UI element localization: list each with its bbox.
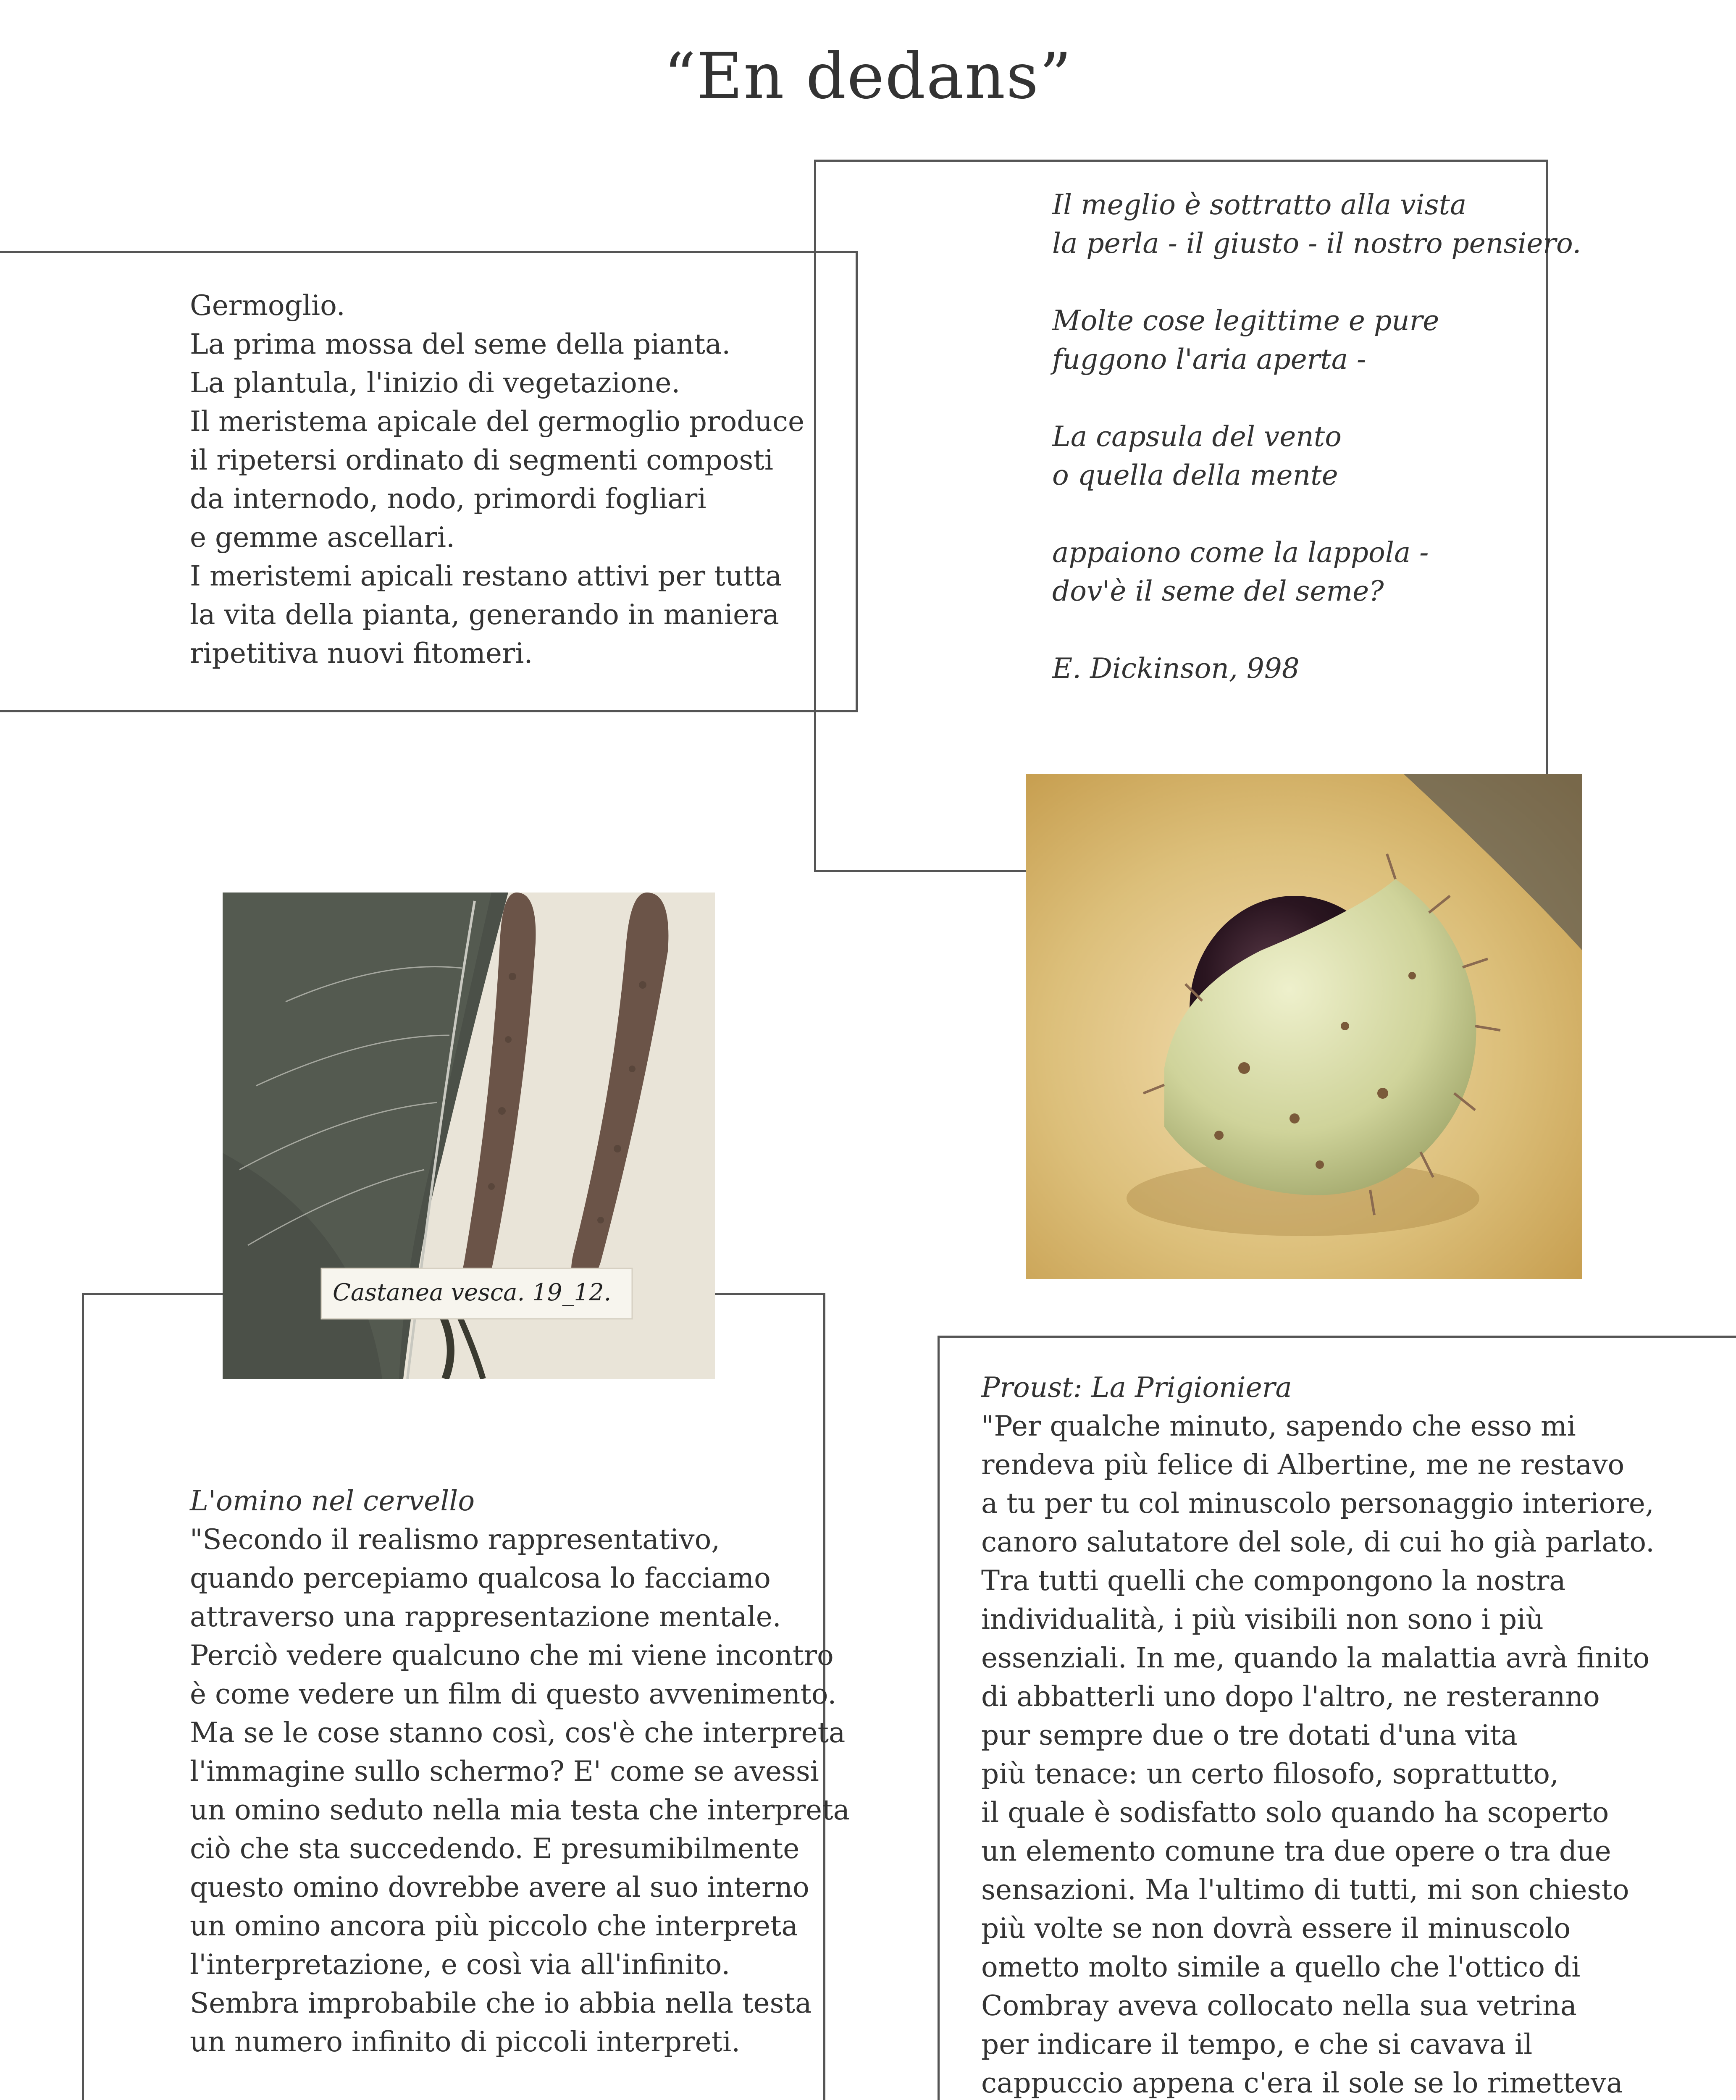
omino-line: "Secondo il realismo rappresentativo,	[190, 1523, 720, 1556]
herbarium-label: Castanea vesca. 19_12.	[333, 1279, 612, 1306]
page-title: “En dedans”	[664, 40, 1072, 113]
omino-line: Sembra improbabile che io abbia nella testa	[190, 1987, 812, 2019]
omino-line: l'interpretazione, e così via all'infinito.	[190, 1948, 730, 1981]
proust-line: di abbatterli uno dopo l'altro, ne resteranno	[981, 1680, 1600, 1713]
proust-line: per indicare il tempo, e che si cavava il	[981, 2028, 1533, 2061]
proust-line: cappuccio appena c'era il sole se lo rimetteva	[981, 2067, 1623, 2099]
proust-line: canoro salutatore del sole, di cui ho già parlato.	[981, 1526, 1655, 1558]
proust-line: pur sempre due o tre dotati d'una vita	[981, 1719, 1518, 1751]
germoglio-line: Germoglio.	[190, 289, 345, 322]
omino-line: Ma se le cose stanno così, cos'è che interpreta	[190, 1717, 846, 1749]
poem-line: Molte cose legittime e pure	[1052, 304, 1439, 337]
omino-heading: L'omino nel cervello	[190, 1485, 475, 1517]
germoglio-line: La plantula, l'inizio di vegetazione.	[190, 367, 680, 399]
chestnut-photo	[1026, 774, 1582, 1279]
chestnut-illustration	[1026, 774, 1582, 1279]
omino-line: Perciò vedere qualcuno che mi viene incontro	[190, 1639, 834, 1672]
omino-text	[190, 1482, 850, 2100]
poem-line: appaiono come la lappola -	[1052, 536, 1429, 569]
proust-line: "Per qualche minuto, sapendo che esso mi	[981, 1410, 1576, 1442]
omino-line: attraverso una rappresentazione mentale.	[190, 1601, 781, 1633]
proust-text	[981, 1368, 1668, 2100]
germoglio-line: ripetitiva nuovi fitomeri.	[190, 637, 533, 669]
germoglio-line: I meristemi apicali restano attivi per tutta	[190, 560, 782, 592]
proust-line: Tra tutti quelli che compongono la nostra	[981, 1564, 1566, 1597]
proust-line: un elemento comune tra due opere o tra due	[981, 1835, 1611, 1867]
omino-line: è come vedere un film di questo avvenimento.	[190, 1678, 837, 1710]
poem-line: la perla - il giusto - il nostro pensiero.	[1052, 227, 1581, 260]
poem-line: La capsula del vento	[1052, 420, 1342, 453]
omino-line: l'immagine sullo schermo? E' come se avessi	[190, 1755, 819, 1788]
omino-line: un omino seduto nella mia testa che interpreta	[190, 1794, 850, 1826]
proust-line: Combray aveva collocato nella sua vetrina	[981, 1990, 1577, 2022]
germoglio-line: e gemme ascellari.	[190, 521, 455, 554]
proust-line: essenziali. In me, quando la malattia avrà finito	[981, 1642, 1650, 1674]
herbarium-photo	[223, 892, 715, 1379]
poem-attribution: E. Dickinson, 998	[1052, 652, 1300, 685]
germoglio-line: il ripetersi ordinato di segmenti composti	[190, 444, 774, 476]
proust-heading: Proust: La Prigioniera	[981, 1371, 1292, 1404]
germoglio-line: da internodo, nodo, primordi fogliari	[190, 483, 706, 515]
proust-line: sensazioni. Ma l'ultimo di tutti, mi son chiesto	[981, 1874, 1629, 1906]
proust-line: il quale è sodisfatto solo quando ha scoperto	[981, 1796, 1609, 1829]
omino-line: un omino ancora più piccolo che interpreta	[190, 1910, 798, 1942]
proust-line: più tenace: un certo filosofo, soprattutto,	[981, 1758, 1559, 1790]
omino-line: un numero infinito di piccoli interpreti.	[190, 2026, 741, 2058]
germoglio-line: la vita della pianta, generando in maniera	[190, 598, 779, 631]
proust-line: individualità, i più visibili non sono i più	[981, 1603, 1544, 1635]
poem-line: o quella della mente	[1052, 459, 1338, 491]
proust-line: a tu per tu col minuscolo personaggio interiore,	[981, 1487, 1654, 1520]
omino-line: questo omino dovrebbe avere al suo interno	[190, 1871, 809, 1903]
proust-line: ometto molto simile a quello che l'ottico di	[981, 1951, 1581, 1983]
germoglio-line: La prima mossa del seme della pianta.	[190, 328, 731, 360]
poem-line: dov'è il seme del seme?	[1052, 575, 1384, 607]
germoglio-line: Il meristema apicale del germoglio produce	[190, 405, 805, 438]
germoglio-text	[190, 286, 804, 673]
omino-line: quando percepiamo qualcosa lo facciamo	[190, 1562, 771, 1594]
dickinson-poem	[1052, 186, 1581, 688]
proust-line: più volte se non dovrà essere il minuscolo	[981, 1912, 1571, 1945]
poem-line: fuggono l'aria aperta -	[1052, 343, 1366, 375]
omino-line: ciò che sta succedendo. E presumibilmente	[190, 1832, 800, 1865]
poem-line: Il meglio è sottratto alla vista	[1052, 189, 1467, 221]
proust-line: rendeva più felice di Albertine, me ne restavo	[981, 1449, 1625, 1481]
